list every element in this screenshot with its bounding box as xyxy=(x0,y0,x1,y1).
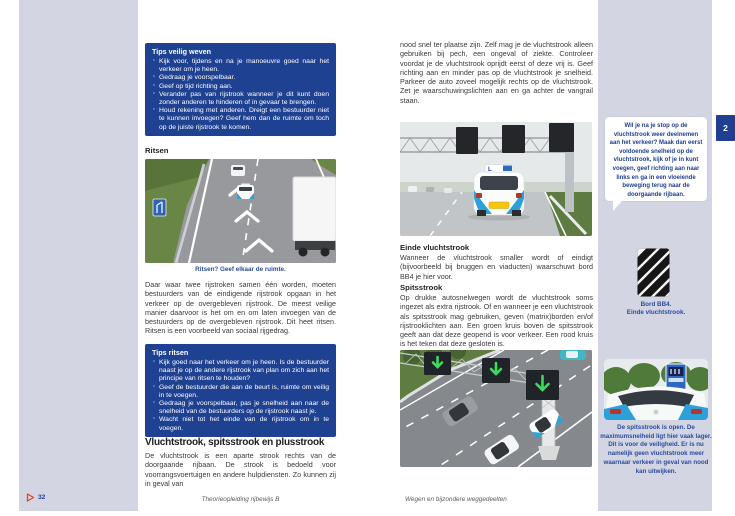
taillight xyxy=(610,409,621,414)
matrix-panels-off xyxy=(456,123,574,154)
spitsstrook-open-caption: De spitsstrook is open. De maximumsnelheid ligt hier vaak lager. Dit is voor de veiligheid. Er is nu namelijk geen vluchtstrook meer waarnaar verkeer in geval van nood kan uitwijken. xyxy=(600,424,712,475)
tip-item: · Houd rekening met anderen. Dreigt een bestuurder niet te kunnen invoegen? Geef hem dan de ruimte om toch op de juiste rijstrook te komen. xyxy=(152,107,329,132)
white-car xyxy=(231,165,245,176)
bb4-caption-line1: Bord BB4. xyxy=(640,301,672,308)
spitsstrook-open-photo-graphic xyxy=(604,359,708,420)
left-page-footer xyxy=(26,493,45,502)
spitsstrook-heading: Spitsstrook xyxy=(400,283,443,292)
bb4-sign xyxy=(637,248,670,297)
svg-text:L: L xyxy=(488,166,492,173)
ritsen-heading: Ritsen xyxy=(145,146,169,155)
taillight xyxy=(516,193,522,198)
vluchtstrook-photo xyxy=(400,122,592,236)
driving-school-car xyxy=(237,184,254,200)
tip-item: · Wacht niet tot het einde van de rijstrook om in te voegen. xyxy=(152,416,329,432)
footer-page-number: 32 xyxy=(38,494,46,501)
tips-list xyxy=(152,58,329,132)
left-margin-panel xyxy=(19,0,138,511)
spitsstrook-photo xyxy=(400,350,592,467)
bb4-sign-graphic xyxy=(637,248,670,297)
section-paragraph: De vluchtstrook is een aparte strook rechts van de doorgaande rijbaan. De strook is bedoeld voor voorrangsvoertuigen en andere hulpdiensten. Zo kunnen zij in geval van xyxy=(145,451,336,488)
vluchtstrook-photo-graphic xyxy=(400,122,592,236)
taillight xyxy=(691,409,702,414)
chapter-tab: 2 xyxy=(716,115,735,141)
ritsen-photo-graphic xyxy=(145,159,336,263)
taillight xyxy=(476,193,482,198)
tips-box-ritsen xyxy=(145,344,336,437)
ritsen-photo xyxy=(145,159,336,263)
einde-vluchtstrook-heading: Einde vluchtstrook xyxy=(400,243,470,252)
merge-lane-sign xyxy=(153,199,166,216)
tip-item: · Geef de bestuurder die aan de beurt is, ruimte om veilig in te voegen. xyxy=(152,384,329,400)
bb4-caption-line2: Einde vluchtstrook. xyxy=(626,309,686,317)
vluchtstrook-paragraph: nood snel ter plaatse zijn. Zelf mag je de vluchtstrook alleen gebruiken bij pech, een ongeval of ziekte. Controleer voordat je de vluchtstrook oprijdt eerst of deze vrij is. Geef richting aan en minder pas op de vluchtstrook je snelheid. Parkeer de auto zoveel mogelijk rechts op de vluchtstrook. Zet je waarschuwingslichten aan en ga achter de vangrail staan. xyxy=(400,40,593,105)
rear-window xyxy=(480,176,518,190)
tip-item: · Gedraag je voorspelbaar, pas je snelheid aan naar de snelheid van de bestuurders op de rijstrook naast je. xyxy=(152,400,329,416)
speech-bubble: Wil je na je stop op de vluchtstrook weer deelnemen aan het verkeer? Maak dan eerst voldoende snelheid op de vluchtstrook, kijk of je in kunt voegen, geef richting aan naar links en ga in een vloeiende beweging terug naar de doorgaande rijbaan. xyxy=(604,116,708,202)
roof-sign xyxy=(485,165,513,173)
spitsstrook-paragraph: Op drukke autosnelwegen wordt de vluchtstrook soms ingezet als extra rijstrook. Of en wanneer je een vluchtstrook als spitsstrook mag gebruiken, geven (matrix)borden en/of rijstrooklichten aan. Een groen kruis boven de spitsstrook geeft aan dat deze geopend is voor verkeer. Een rood kruis is het teken dat deze gesloten is. xyxy=(400,293,593,349)
footer-section-title: Wegen en bijzondere weggedeelten xyxy=(405,496,507,503)
tips-box-title: Tips veilig weven xyxy=(152,47,211,56)
teal-car xyxy=(560,350,586,360)
tip-item: · Geef op tijd richting aan. xyxy=(152,83,329,91)
speech-bubble-tail xyxy=(613,201,622,211)
truck xyxy=(293,177,336,257)
tip-item: · Kijk voor, tijdens en na je manoeuvre goed naar het verkeer om je heen. xyxy=(152,58,329,74)
spitsstrook-open-photo xyxy=(604,359,708,420)
play-icon xyxy=(26,493,35,502)
tip-item: · Verander pas van rijstrook wanneer je dit kunt doen zonder anderen te hinderen of in gevaar te brengen. xyxy=(152,91,329,107)
tip-item: · Gedraag je voorspelbaar. xyxy=(152,74,329,82)
ritsen-paragraph: Daar waar twee rijstroken samen één worden, moeten bestuurders van de eindigende rijstrook opgaan in het verkeer op de overgebleven rijstrook. De meest veilige manier daarvoor is het om en om laten invoegen van de bestuurders op de overgebleven rijstrook. Dit heet ritsen. Ritsen is een voorbeeld van sociaal rijgedrag. xyxy=(145,280,336,336)
license-plate xyxy=(489,202,509,209)
tips-box-veilig-weven xyxy=(145,43,336,136)
footer-book-title: Theorieopleiding rijbewijs B xyxy=(201,496,280,503)
tips-box-title: Tips ritsen xyxy=(152,348,189,357)
bb4-caption xyxy=(600,301,712,317)
section-heading: Vluchtstrook, spitsstrook en plusstrook xyxy=(145,437,325,448)
ritsen-photo-caption: Ritsen? Geef elkaar de ruimte. xyxy=(195,266,286,273)
einde-vluchtstrook-paragraph: Wanneer de vluchtstrook smaller wordt of eindigt (bijvoorbeeld bij bruggen en viaducten) waarschuwt bord BB4 je hier voor. xyxy=(400,253,593,281)
tips-list xyxy=(152,359,329,433)
spitsstrook-photo-graphic xyxy=(400,350,592,467)
tip-item: · Kijk goed naar het verkeer om je heen. Is de bestuurder naast je op de andere rijstrook van plan om zich aan het principe van ritsen te houden? xyxy=(152,359,329,384)
